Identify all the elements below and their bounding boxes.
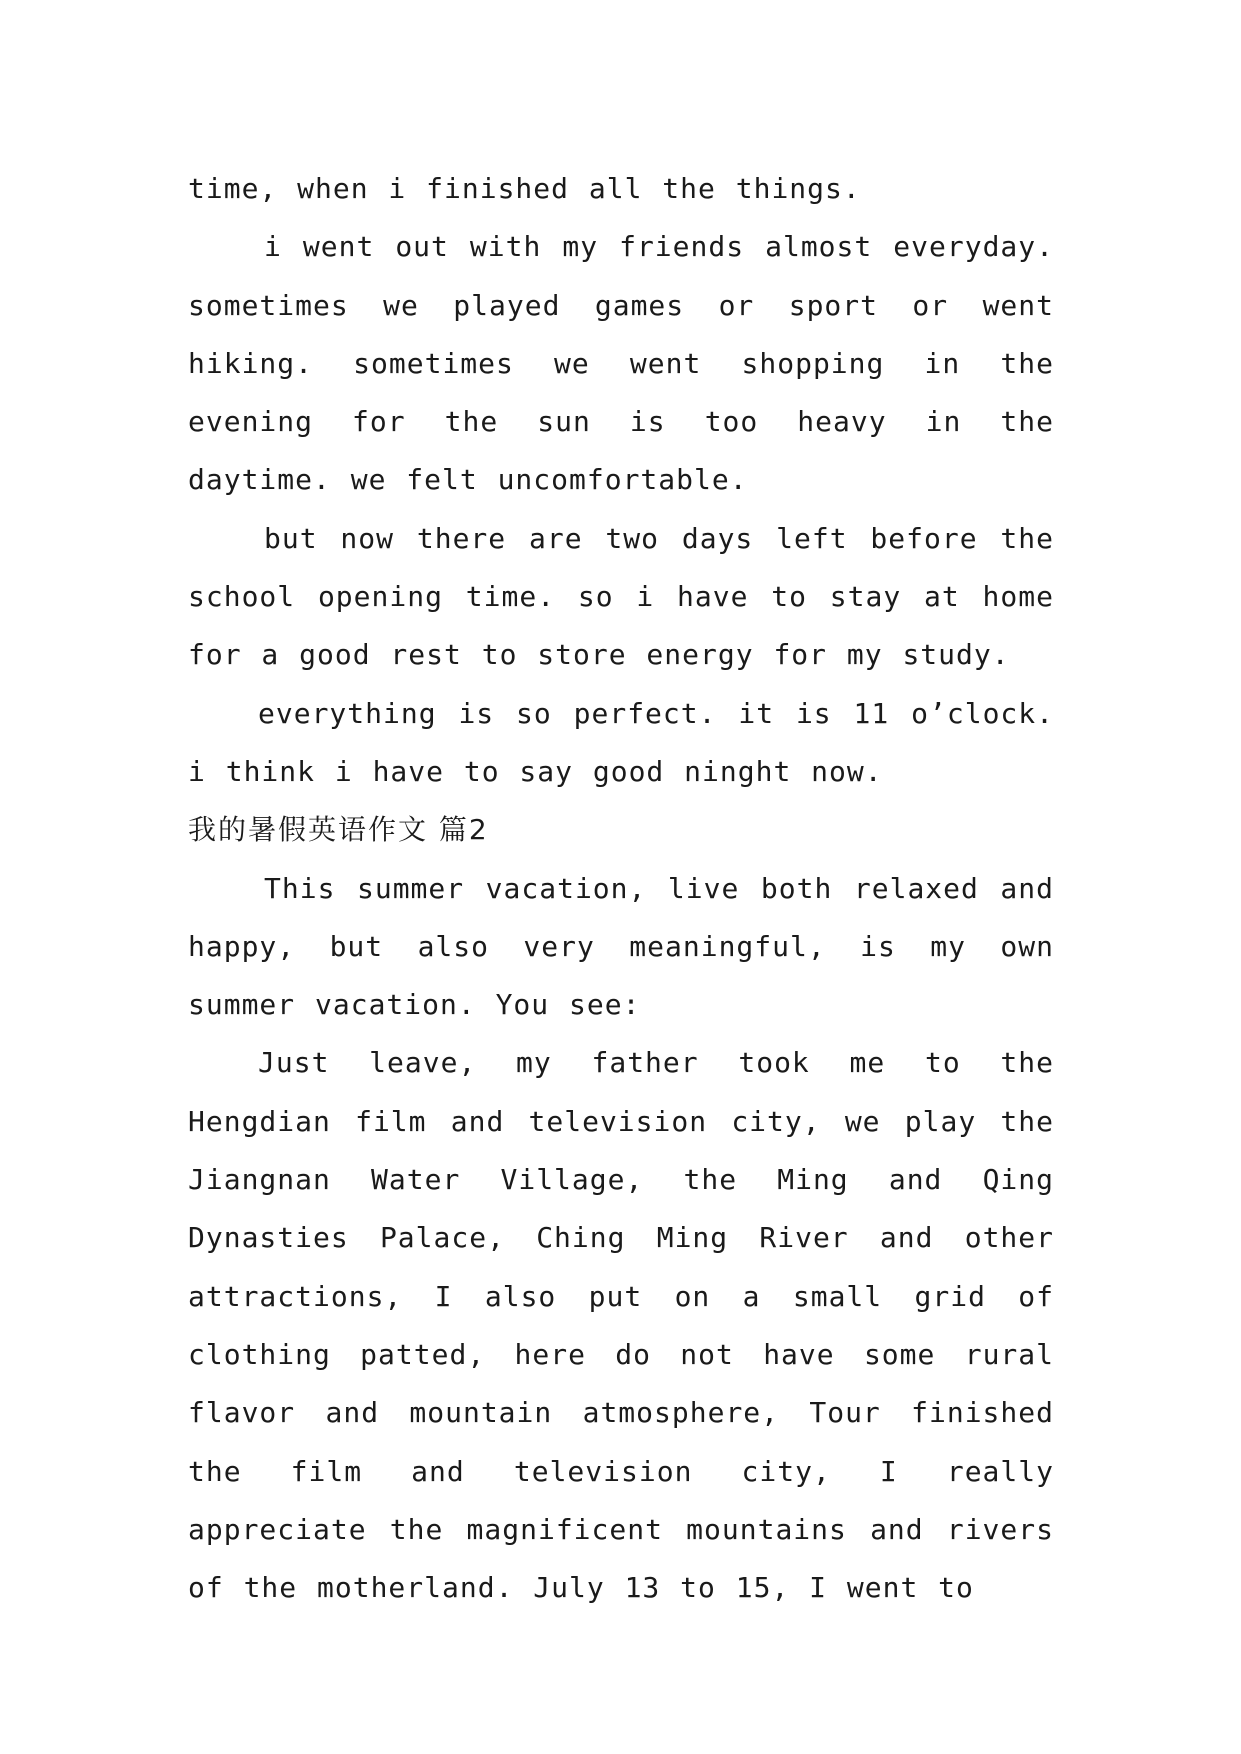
- section-heading: 我的暑假英语作文 篇2: [188, 813, 489, 847]
- document-body: [188, 160, 1054, 1617]
- paragraph-5: This summer vacation, live both relaxed and happy, but also very meaningful, is my own summer vacation. You see:: [188, 871, 1054, 1022]
- paragraph-2: i went out with my friends almost everyday. sometimes we played games or sport or went hiking. sometimes we went shopping in the evening for the sun is too heavy in the daytime. we felt uncomfortable.: [188, 230, 1054, 497]
- paragraph-6: Just leave, my father took me to the Hengdian film and television city, we play the Jiangnan Water Village, the Ming and Qing Dynasties Palace, Ching Ming River and other attractions, I also put on a small grid of clothing patted, here do not have some rural flavor and mountain atmosphere, Tour finished the film and television city, I really appreciate the magnificent mountains and rivers of the motherland. July 13 to 15, I went to: [188, 1046, 1054, 1605]
- paragraph-3: but now there are two days left before the school opening time. so i have to stay at home for a good rest to store energy for my study.: [188, 521, 1054, 672]
- paragraph-1: time, when i finished all the things.: [188, 172, 861, 205]
- paragraph-4: everything is so perfect. it is 11 o’clock. i think i have to say good ninght now.: [188, 696, 1054, 788]
